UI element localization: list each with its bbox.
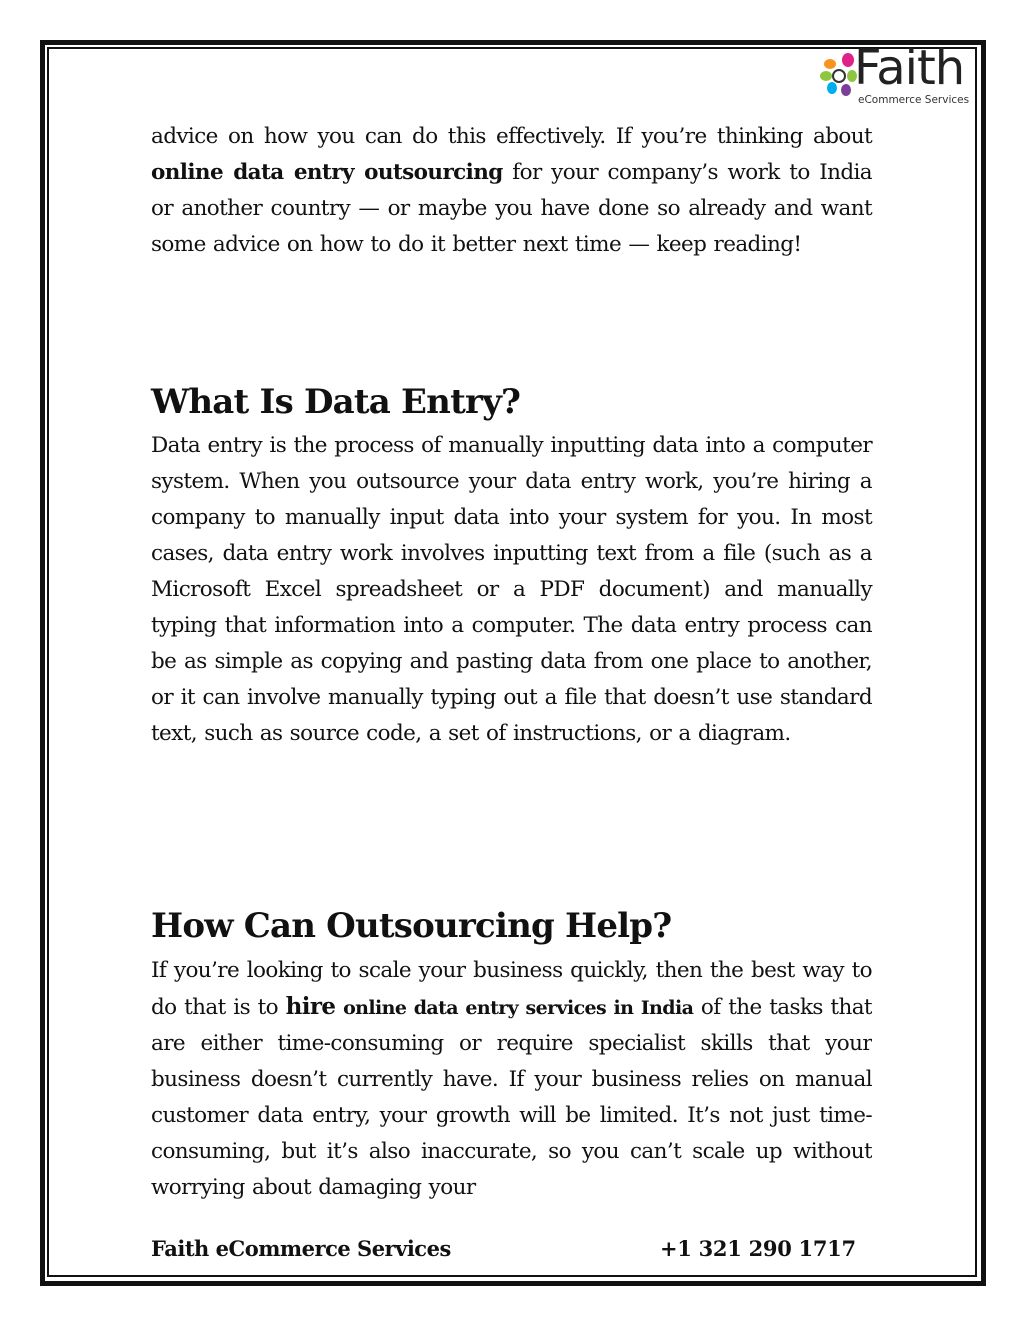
intro-text-end: for your company’s work to India or another country — or maybe you have done so already and want some advice on how to do it better next time — keep reading! <box>151 160 873 257</box>
heading-what-is-data-entry: What Is Data Entry? <box>151 382 521 422</box>
logo-tagline: eCommerce Services <box>858 94 970 106</box>
intro-section <box>151 119 872 263</box>
flower-icon <box>818 50 858 102</box>
services-link-text[interactable]: online data entry services in India <box>343 997 694 1019</box>
intro-text-start: advice on how you can do this effectively. If you’re thinking about <box>151 124 872 149</box>
intro-paragraph <box>151 119 872 263</box>
intro-keyword-bold: online data entry outsourcing <box>151 160 503 185</box>
logo-wordmark: Faith <box>854 40 965 96</box>
paragraph-what-is-data-entry: Data entry is the process of manually inputting data into a computer system. When you outsource your data entry work, you’re hiring a company to manually input data into your system for you. In most cases, data entry work involves inputting text from a file (such as a Microsoft Excel spreadsheet or a PDF document) and manually typing that information into a computer. The data entry process can be as simple as copying and pasting data from one place to another, or it can involve manually typing out a file that doesn’t use standard text, such as source code, a set of instructions, or a diagram. <box>151 433 872 746</box>
footer-company-name: Faith eCommerce Services <box>151 1236 451 1261</box>
how-text-end: of the tasks that are either time-consuming or require specialist skills that your business doesn’t currently have. If your business relies on manual customer data entry, your growth will be limited. It’s not just time-consuming, but it’s also inaccurate, so you can’t scale up without worrying about damaging your <box>151 995 872 1200</box>
footer-phone-number: +1 321 290 1717 <box>660 1236 856 1261</box>
how-text-start: If you’re looking to scale your business quickly, then the best way to do that is to <box>151 958 872 1020</box>
paragraph-how-can-outsourcing-help <box>151 953 872 1205</box>
faith-logo <box>818 40 978 108</box>
heading-how-can-outsourcing-help: How Can Outsourcing Help? <box>151 906 672 946</box>
hire-bold: hire <box>285 993 336 1020</box>
